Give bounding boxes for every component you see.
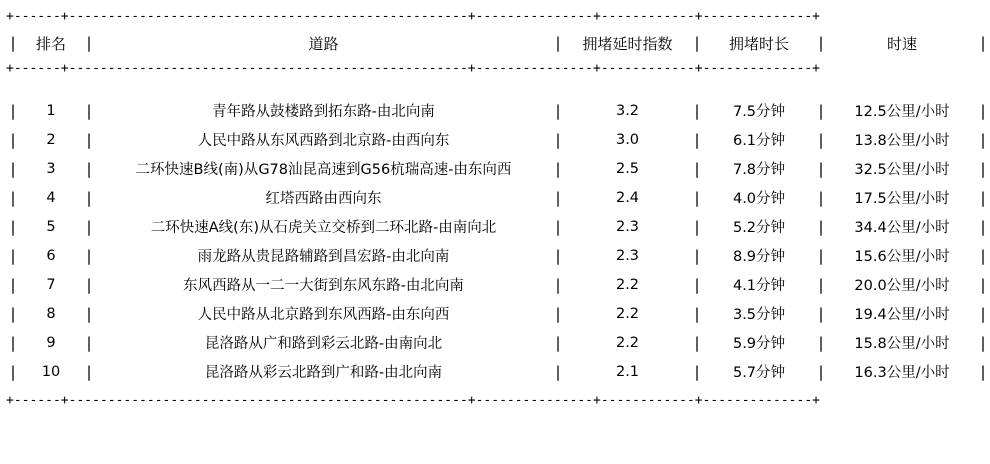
- cell-road: 雨龙路从贵昆路辅路到昌宏路-由北向南: [197, 249, 450, 265]
- cell-speed: 16.3公里/小时: [854, 365, 950, 381]
- cell-index: 3.2: [615, 102, 640, 119]
- table-body: [6, 96, 988, 386]
- column-separator: |: [692, 34, 702, 52]
- column-header-speed: 时速: [886, 34, 917, 53]
- cell-dur: 5.2分钟: [732, 220, 786, 236]
- column-separator: |: [692, 246, 702, 265]
- column-separator: |: [978, 34, 988, 52]
- column-separator: |: [978, 362, 988, 381]
- table-row: [6, 154, 988, 183]
- column-separator: |: [692, 188, 702, 207]
- column-separator: |: [84, 34, 94, 52]
- cell-speed: 34.4公里/小时: [854, 220, 950, 236]
- cell-speed: 15.6公里/小时: [854, 249, 950, 265]
- cell-index: 2.5: [615, 160, 640, 177]
- column-separator: |: [978, 246, 988, 265]
- column-separator: |: [978, 159, 988, 178]
- column-separator: |: [553, 304, 563, 323]
- cell-rank: 10: [41, 363, 61, 380]
- cell-road: 东风西路从一二一大街到东风东路-由北向南: [183, 278, 464, 294]
- cell-rank: 5: [46, 218, 56, 235]
- column-separator: |: [553, 34, 563, 52]
- cell-speed: 19.4公里/小时: [854, 307, 950, 323]
- cell-speed: 13.8公里/小时: [854, 133, 950, 149]
- column-separator: |: [8, 304, 18, 323]
- cell-dur: 8.9分钟: [732, 249, 786, 265]
- column-separator: |: [978, 333, 988, 352]
- column-separator: |: [8, 246, 18, 265]
- table-row: [6, 270, 988, 299]
- table-row: [6, 357, 988, 386]
- cell-rank: 3: [46, 160, 56, 177]
- column-separator: |: [84, 246, 94, 265]
- column-separator: |: [84, 130, 94, 149]
- cell-speed: 12.5公里/小时: [854, 104, 950, 120]
- cell-road: 二环快速A线(东)从石虎关立交桥到二环北路-由南向北: [150, 220, 497, 236]
- cell-rank: 6: [46, 247, 56, 264]
- column-separator: |: [8, 130, 18, 149]
- cell-dur: 5.7分钟: [732, 365, 786, 381]
- column-separator: |: [553, 188, 563, 207]
- column-separator: |: [692, 333, 702, 352]
- cell-speed: 15.8公里/小时: [854, 336, 950, 352]
- table-row: [6, 241, 988, 270]
- cell-road: 昆洛路从彩云北路到广和路-由北向南: [204, 365, 443, 381]
- cell-rank: 1: [46, 102, 56, 119]
- cell-index: 3.0: [615, 131, 640, 148]
- column-separator: |: [816, 159, 826, 178]
- column-separator: |: [692, 275, 702, 294]
- table-header-row: [6, 28, 988, 58]
- column-separator: |: [816, 304, 826, 323]
- column-separator: |: [8, 275, 18, 294]
- column-separator: |: [553, 275, 563, 294]
- column-separator: |: [816, 34, 826, 52]
- column-separator: |: [816, 275, 826, 294]
- column-separator: |: [8, 34, 18, 52]
- table-row: [6, 125, 988, 154]
- cell-index: 2.2: [615, 276, 640, 293]
- column-separator: |: [692, 217, 702, 236]
- column-separator: |: [978, 130, 988, 149]
- cell-index: 2.2: [615, 305, 640, 322]
- column-separator: |: [978, 101, 988, 120]
- column-separator: |: [816, 246, 826, 265]
- cell-index: 2.3: [615, 247, 640, 264]
- table-border-bottom: +------+---------------------------------------------------+---------------+------------+--------------+: [6, 393, 820, 408]
- cell-rank: 7: [46, 276, 56, 293]
- cell-index: 2.2: [615, 334, 640, 351]
- column-separator: |: [8, 217, 18, 236]
- column-separator: |: [692, 362, 702, 381]
- table-row: [6, 212, 988, 241]
- cell-index: 2.4: [615, 189, 640, 206]
- column-separator: |: [553, 101, 563, 120]
- cell-rank: 4: [46, 189, 56, 206]
- column-separator: |: [816, 333, 826, 352]
- column-separator: |: [978, 188, 988, 207]
- cell-dur: 5.9分钟: [732, 336, 786, 352]
- column-separator: |: [8, 362, 18, 381]
- column-separator: |: [978, 275, 988, 294]
- column-separator: |: [84, 275, 94, 294]
- cell-dur: 4.0分钟: [732, 191, 786, 207]
- column-separator: |: [692, 304, 702, 323]
- cell-road: 红塔西路由西向东: [265, 191, 382, 207]
- cell-dur: 6.1分钟: [732, 133, 786, 149]
- column-separator: |: [84, 217, 94, 236]
- column-separator: |: [692, 101, 702, 120]
- cell-rank: 9: [46, 334, 56, 351]
- column-separator: |: [84, 333, 94, 352]
- column-separator: |: [8, 188, 18, 207]
- column-separator: |: [816, 188, 826, 207]
- cell-rank: 8: [46, 305, 56, 322]
- column-separator: |: [8, 159, 18, 178]
- column-separator: |: [553, 246, 563, 265]
- column-header-road: 道路: [308, 34, 339, 53]
- cell-index: 2.1: [615, 363, 640, 380]
- column-separator: |: [816, 130, 826, 149]
- table-border-top: +------+---------------------------------------------------+---------------+------------+--------------+: [6, 9, 820, 24]
- column-separator: |: [978, 217, 988, 236]
- column-separator: |: [553, 159, 563, 178]
- cell-dur: 4.1分钟: [732, 278, 786, 294]
- table-border-middle: +------+---------------------------------------------------+---------------+------------+--------------+: [6, 61, 820, 76]
- column-separator: |: [8, 101, 18, 120]
- cell-dur: 3.5分钟: [732, 307, 786, 323]
- column-header-index: 拥堵延时指数: [582, 34, 673, 53]
- cell-road: 青年路从鼓楼路到拓东路-由北向南: [212, 104, 435, 120]
- cell-rank: 2: [46, 131, 56, 148]
- column-separator: |: [692, 159, 702, 178]
- column-separator: |: [978, 304, 988, 323]
- cell-speed: 32.5公里/小时: [854, 162, 950, 178]
- cell-dur: 7.5分钟: [732, 104, 786, 120]
- column-separator: |: [84, 362, 94, 381]
- column-separator: |: [816, 362, 826, 381]
- column-separator: |: [553, 217, 563, 236]
- column-separator: |: [553, 130, 563, 149]
- table-row: [6, 183, 988, 212]
- column-header-rank: 排名: [35, 34, 66, 53]
- cell-road: 人民中路从东风西路到北京路-由西向东: [197, 133, 450, 149]
- column-separator: |: [84, 188, 94, 207]
- column-separator: |: [692, 130, 702, 149]
- header-body-gap: [6, 82, 953, 96]
- cell-road: 人民中路从北京路到东风西路-由东向西: [197, 307, 450, 323]
- column-separator: |: [553, 333, 563, 352]
- column-header-duration: 拥堵时长: [728, 34, 789, 53]
- cell-speed: 20.0公里/小时: [854, 278, 950, 294]
- column-separator: |: [816, 101, 826, 120]
- cell-road: 二环快速B线(南)从G78汕昆高速到G56杭瑞高速-由东向西: [135, 162, 512, 178]
- column-separator: |: [816, 217, 826, 236]
- table-row: [6, 328, 988, 357]
- table-row: [6, 96, 988, 125]
- cell-dur: 7.8分钟: [732, 162, 786, 178]
- column-separator: |: [8, 333, 18, 352]
- cell-index: 2.3: [615, 218, 640, 235]
- cell-road: 昆洛路从广和路到彩云北路-由南向北: [204, 336, 443, 352]
- table-row: [6, 299, 988, 328]
- column-separator: |: [84, 304, 94, 323]
- column-separator: |: [84, 101, 94, 120]
- column-separator: |: [553, 362, 563, 381]
- cell-speed: 17.5公里/小时: [854, 191, 950, 207]
- column-separator: |: [84, 159, 94, 178]
